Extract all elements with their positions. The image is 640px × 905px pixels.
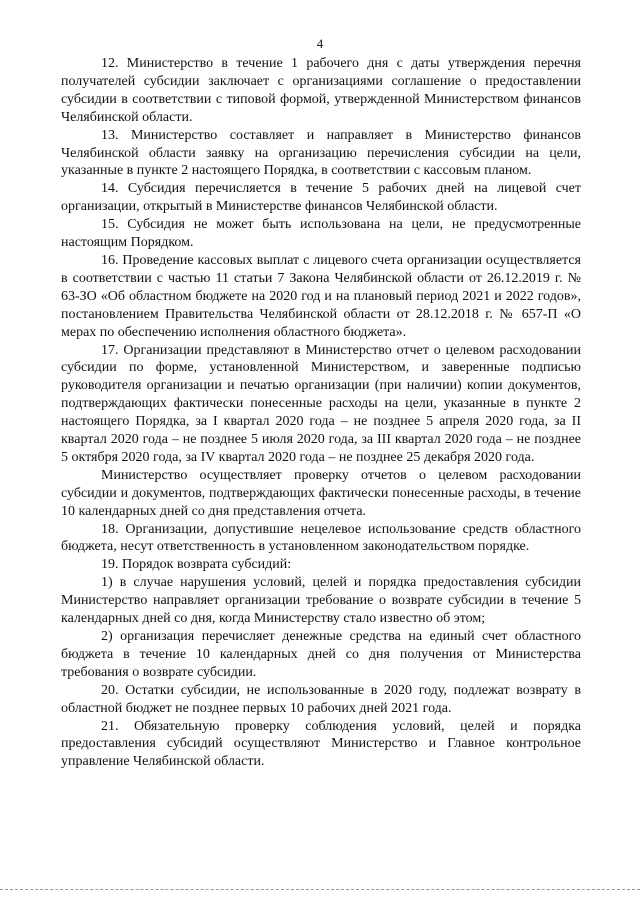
paragraph-15: 15. Субсидия не может быть использована на цели, не предусмотренные настоящим Порядком.	[61, 217, 581, 251]
paragraph-19: 19. Порядок возврата субсидий:	[101, 557, 292, 573]
paragraph-14: 14. Субсидия перечисляется в течение 5 рабочих дней на лицевой счет организации, открытый в Министерстве финансов Челябинской области.	[61, 181, 581, 215]
paragraph-16: 16. Проведение кассовых выплат с лицевого счета организации осуществляется в соответствии с частью 11 статьи 7 Закона Челябинской области от 26.12.2019 г. № 63-ЗО «Об областном бюджете на 2020 год и на плановый период 2021 и 2022 годов», постановлением Правительства Челябинской области от 28.12.2018 г. № 657-П «О мерах по обеспечению исполнения областного бюджета».	[61, 252, 581, 340]
paragraph-18: 18. Организации, допустившие нецелевое использование средств областного бюджета, несут ответственность в установленном законодательством порядке.	[61, 521, 581, 555]
paragraph-17: 17. Организации представляют в Министерство отчет о целевом расходовании субсидии по форме, установленной Министерством, и заверенные подписью руководителя организации и печатью организации (при наличии) копии документов, подтверждающих фактически понесенные расходы на цели, указанные в пункте 2 настоящего Порядка, за I квартал 2020 года – не позднее 5 апреля 2020 года, за II квартал 2020 года – не позднее 5 июля 2020 года, за III квартал 2020 года – не позднее 5 октября 2020 года, за IV квартал 2020 года – не позднее 25 декабря 2020 года.	[61, 342, 581, 465]
paragraph-19-item-2: 2) организация перечисляет денежные средства на единый счет областного бюджета в течение 10 календарных дней со дня получения от Министерства требования о возврате субсидии.	[61, 629, 581, 680]
paragraph-20: 20. Остатки субсидии, не использованные в 2020 году, подлежат возврату в областной бюджет не позднее первых 10 рабочих дней 2021 года.	[61, 682, 581, 716]
page-number: 4	[316, 36, 324, 51]
paragraph-17-continued: Министерство осуществляет проверку отчетов о целевом расходовании субсидии и документов, подтверждающих фактически понесенные расходы, в течение 10 календарных дней со дня представления отчета.	[61, 467, 581, 519]
paragraph-21: 21. Обязательную проверку соблюдения условий, целей и порядка предоставления субсидий осуществляют Министерство и Главное контрольное управление Челябинской области.	[61, 718, 581, 770]
footer-divider	[0, 889, 640, 890]
paragraph-12: 12. Министерство в течение 1 рабочего дня с даты утверждения перечня получателей субсидии заключает с организациями соглашение о предоставлении субсидии в соответствии с типовой формой, утвержденной Министерством финансов Челябинской области.	[61, 56, 581, 125]
paragraph-19-item-1: 1) в случае нарушения условий, целей и порядка предоставления субсидии Министерство направляет организации требование о возврате субсидии в течение 5 календарных дней со дня, когда Министерству стало известно об этом;	[61, 575, 581, 627]
paragraph-13: 13. Министерство составляет и направляет в Министерство финансов Челябинской области заявку на организацию перечисления субсидии на цели, указанные в пункте 2 настоящего Порядка, в соответствии с кассовым планом.	[61, 127, 581, 179]
document-body	[61, 55, 581, 771]
